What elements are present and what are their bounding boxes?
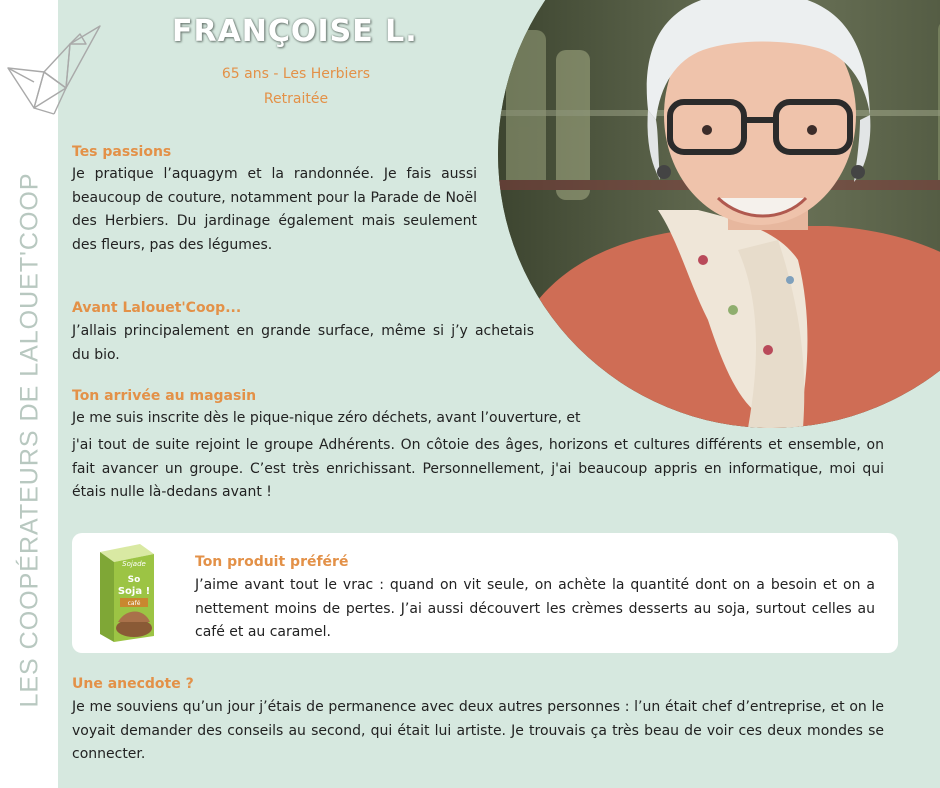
arrivee-first-line: Je me suis inscrite dès le pique-nique zéro déchets, avant l’ouverture, et	[72, 410, 581, 426]
avant-heading: Avant Lalouet'Coop...	[72, 300, 242, 316]
produit-heading: Ton produit préféré	[195, 554, 349, 570]
soy-dessert-pack-icon	[96, 542, 158, 644]
origami-bird-logo-icon	[4, 22, 106, 120]
arrivee-heading: Ton arrivée au magasin	[72, 388, 257, 404]
anecdote-heading: Une anecdote ?	[72, 676, 194, 692]
pack-line1: So	[127, 575, 141, 585]
pack-brand: Sojade	[122, 560, 146, 568]
passions-heading: Tes passions	[72, 144, 172, 160]
person-status: Retraitée	[263, 91, 329, 107]
anecdote-text: Je me souviens qu’un jour j’étais de permanence avec deux autres personnes : l’un était chef d’entreprise, et on le voyait demander des conseils au second, qui était lui artiste. Je trouvais ça très beau de voir ces deux mondes se connecter.	[72, 699, 884, 762]
arrivee-text: j'ai tout de suite rejoint le groupe Adhérents. On côtoie des âges, horizons et cultures différents et ensemble, on fait avancer un groupe. C’est très enrichissant. Personnellement, j'ai beaucoup appris en informatique, moi qui étais nulle là-dedans avant !	[72, 437, 884, 500]
pack-line2: Soja !	[117, 586, 151, 597]
avant-text: J’allais principalement en grande surface, même si j’y achetais du bio.	[72, 323, 534, 363]
side-title: LES COOPÉRATEURS DE LALOUET'COOP	[15, 172, 44, 708]
passions-text: Je pratique l’aquagym et la randonnée. Je fais aussi beaucoup de couture, notamment pour la Parade de Noël des Herbiers. Du jardinage également mais seulement des fleurs, pas des légumes.	[72, 166, 477, 253]
pack-flavor: café	[127, 600, 141, 607]
person-age-place: 65 ans - Les Herbiers	[221, 66, 371, 82]
produit-text: J’aime avant tout le vrac : quand on vit seule, on achète la quantité dont on a besoin et on a nettement moins de pertes. J’ai aussi découvert les crèmes desserts au soja, surtout celles au café et au caramel.	[195, 577, 875, 640]
person-name: FRANÇOISE L.	[172, 14, 418, 49]
